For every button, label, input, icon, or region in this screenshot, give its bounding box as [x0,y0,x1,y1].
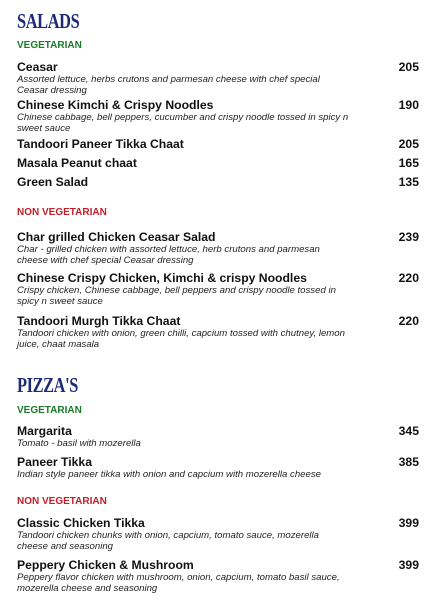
item-price: 165 [398,156,419,170]
menu-item [17,175,419,189]
item-price: 345 [398,424,419,438]
item-price: 205 [398,60,419,74]
item-description: Tandoori chicken with onion, green chilli, capcium tossed with chutney, lemon juice, chaat masala [17,328,345,350]
item-name: Green Salad [17,175,89,189]
item-name: Tandoori Paneer Tikka Chaat [17,137,184,151]
item-description: Crispy chicken, Chinese cabbage, bell peppers and crispy noodle tossed in spicy n sweet sauce [17,285,336,307]
item-price: 239 [398,230,419,244]
item-name: Char grilled Chicken Ceasar Salad [17,230,216,244]
item-name: Chinese Kimchi & Crispy Noodles [17,98,214,112]
item-name: Ceasar [17,60,58,74]
item-price: 190 [398,98,419,112]
item-price: 135 [398,175,419,189]
item-description: Indian style paneer tikka with onion and capcium with mozerella cheese [17,469,321,480]
menu-item [17,558,419,594]
salads-nonveg-label: NON VEGETARIAN [17,207,107,218]
item-name: Peppery Chicken & Mushroom [17,558,194,572]
item-price: 399 [398,516,419,530]
item-price: 220 [398,314,419,328]
menu-item [17,230,419,266]
item-price: 205 [398,137,419,151]
item-name: Paneer Tikka [17,455,92,469]
item-description: Tomato - basil with mozerella [17,438,141,449]
item-name: Margarita [17,424,72,438]
pizzas-title: PIZZA'S [17,373,78,397]
pizzas-veg-label: VEGETARIAN [17,405,82,416]
item-price: 220 [398,271,419,285]
menu-item [17,98,419,134]
item-description: Tandoori chicken chunks with onion, capcium, tomato sauce, mozerella cheese and seasoning [17,530,320,552]
item-name: Masala Peanut chaat [17,156,137,170]
item-name: Tandoori Murgh Tikka Chaat [17,314,181,328]
menu-item [17,156,419,170]
item-name: Chinese Crispy Chicken, Kimchi & crispy Noodles [17,271,307,285]
item-price: 399 [398,558,419,572]
item-price: 385 [398,455,419,469]
menu-item [17,455,419,480]
salads-title: SALADS [17,9,80,33]
item-description: Peppery flavor chicken with mushroom, onion, capcium, tomato basil sauce, mozerella cheese and seasoning [17,572,340,594]
salads-veg-label: VEGETARIAN [17,40,82,51]
item-name: Classic Chicken Tikka [17,516,145,530]
menu-item [17,271,419,307]
menu-item [17,60,419,96]
item-description: Chinese cabbage, bell peppers, cucumber and crispy noodle tossed in spicy n sweet sauce [17,112,349,134]
pizzas-nonveg-label: NON VEGETARIAN [17,496,107,507]
item-description: Char - grilled chicken with assorted lettuce, herb crutons and parmesan cheese with chef special Ceasar dressing [17,244,320,266]
menu-item [17,314,419,350]
item-description: Assorted lettuce, herbs crutons and parmesan cheese with chef special Ceasar dressing [17,74,320,96]
menu-item [17,424,419,449]
menu-item [17,137,419,151]
menu-item [17,516,419,552]
